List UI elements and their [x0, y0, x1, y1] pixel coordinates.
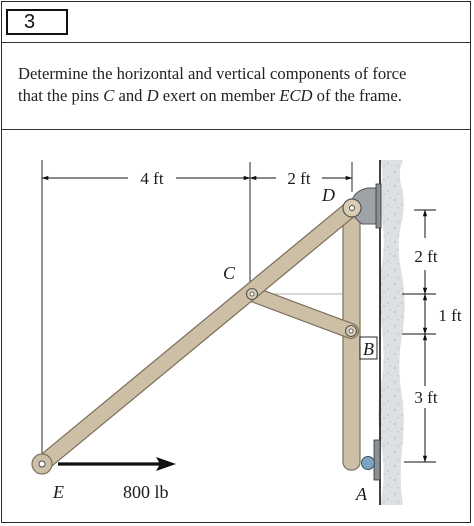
problem-number: 3 — [6, 9, 68, 35]
pin-b-hole — [349, 329, 353, 333]
dim-label-2ft-vertical: 2 ft — [414, 247, 438, 266]
dim-label-2ft-horizontal: 2 ft — [287, 169, 311, 188]
bracket-d-plate — [376, 184, 381, 228]
statement-line2-c: exert on member — [158, 86, 280, 105]
pin-c-hole — [250, 292, 254, 296]
statement-pin-d: D — [146, 86, 159, 105]
pin-e-hole — [39, 461, 45, 467]
statement-pin-c: C — [103, 86, 115, 105]
label-b: B — [363, 339, 374, 359]
label-a: A — [356, 484, 367, 504]
dim-label-1ft: 1 ft — [438, 306, 462, 325]
statement-line2-a: that the pins — [18, 86, 104, 105]
statement-member: ECD — [279, 86, 313, 105]
label-e: E — [53, 482, 64, 502]
label-c: C — [223, 263, 236, 283]
dim-label-3ft: 3 ft — [414, 388, 438, 407]
load-label: 800 lb — [123, 482, 169, 502]
dim-label-4ft: 4 ft — [140, 169, 164, 188]
pin-d-hole — [350, 206, 355, 211]
roller-a — [362, 457, 375, 470]
label-d: D — [322, 185, 335, 205]
statement-line2-d: of the frame. — [312, 86, 402, 105]
wall — [378, 160, 404, 505]
member-cb — [252, 294, 351, 331]
statement-line1: Determine the horizontal and vertical components of force — [18, 64, 407, 83]
statement-line2-b: and — [114, 86, 147, 105]
support-a-plate — [374, 440, 380, 480]
member-ecd — [42, 208, 352, 464]
